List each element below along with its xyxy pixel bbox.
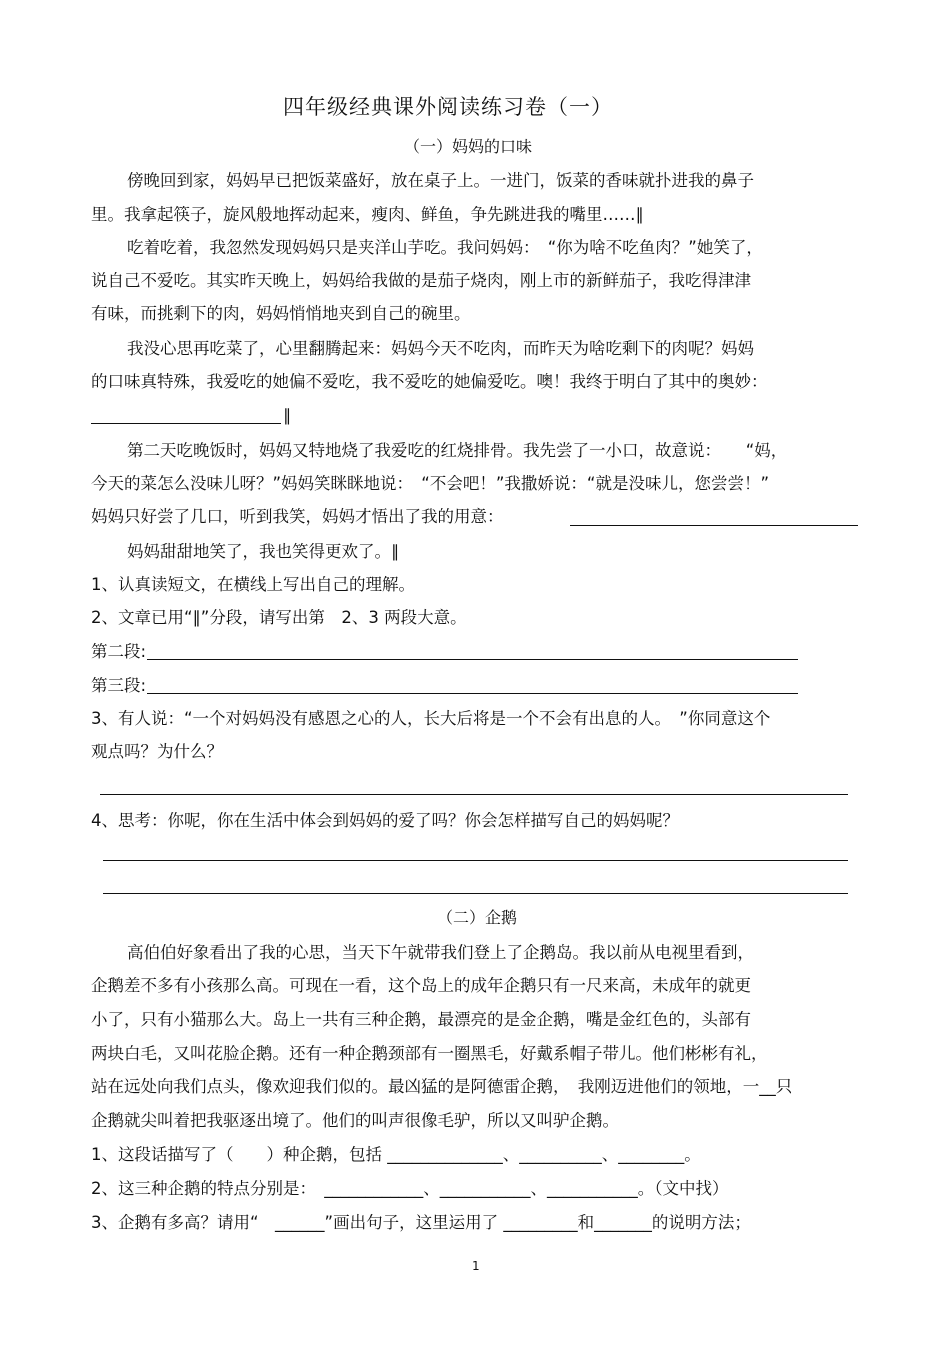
answer-line[interactable] [91,423,281,424]
answer-line[interactable] [103,893,848,894]
paragraph-line: ∥ [283,406,292,425]
answer-line[interactable] [570,525,858,526]
answer-line[interactable] [147,693,798,694]
paragraph-line: 今天的菜怎么没味儿呀？”妈妈笑眯眯地说： “不会吧！”我撒娇说：“就是没味儿，您尝尝！” [91,474,769,493]
paragraph-line: 我没心思再吃菜了，心里翻腾起来：妈妈今天不吃肉，而昨天为啥吃剩下的肉呢？妈妈 [127,339,754,358]
paragraph-line: 企鹅差不多有小孩那么高。可现在一看，这个岛上的成年企鹅只有一尺来高，未成年的就更 [91,976,751,995]
paragraph-line: 的口味真特殊，我爱吃的她偏不爱吃，我不爱吃的她偏爱吃。噢！我终于明白了其中的奥妙： [91,372,768,391]
question-4: 4、思考：你呢，你在生活中体会到妈妈的爱了吗？你会怎样描写自己的妈妈呢？ [91,811,679,830]
penguin-question-2: 2、这三种企鹅的特点分别是： ____________、___________、___________。（文中找） [91,1179,729,1198]
paragraph-line: 小了，只有小猫那么大。岛上一共有三种企鹅，最漂亮的是金企鹅，嘴是金红色的，头部有 [91,1010,751,1029]
paragraph-line: 妈妈甜甜地笑了，我也笑得更欢了。∥ [127,542,400,561]
paragraph-line: 说自己不爱吃。其实昨天晚上，妈妈给我做的是茄子烧肉，刚上市的新鲜茄子，我吃得津津 [91,271,751,290]
paragraph-3-label: 第三段: [91,676,147,695]
paragraph-line: 傍晚回到家，妈妈早已把饭菜盛好，放在桌子上。一进门，饭菜的香味就扑进我的鼻子 [127,171,754,190]
answer-line[interactable] [147,659,798,660]
paragraph-line: 有味，而挑剩下的肉，妈妈悄悄地夹到自己的碗里。 [91,304,471,323]
page-number: 1 [472,1259,480,1273]
penguin-question-3: 3、企鹅有多高？请用“ ______”画出句子，这里运用了 _________和_______的说明方法； [91,1213,751,1232]
paragraph-2-label: 第二段: [91,642,147,661]
question-1: 1、认真读短文，在横线上写出自己的理解。 [91,575,415,594]
answer-line[interactable] [100,794,848,795]
question-3-cont: 观点吗？为什么？ [91,742,223,761]
question-3: 3、有人说：“一个对妈妈没有感恩之心的人，长大后将是一个不会有出息的人。 ”你同意这个 [91,709,771,728]
question-2: 2、文章已用“∥”分段，请写出第 2、3 两段大意。 [91,608,467,627]
paragraph-line: 妈妈只好尝了几口，听到我笑，妈妈才悟出了我的用意： [91,507,504,526]
section-heading-2: （二）企鹅 [437,908,518,927]
paragraph-line: 第二天吃晚饭时，妈妈又特地烧了我爱吃的红烧排骨。我先尝了一小口，故意说： “妈， [127,441,788,460]
answer-line[interactable] [103,860,848,861]
penguin-question-1: 1、这段话描写了（ ）种企鹅，包括 ______________、__________、________。 [91,1145,701,1164]
paragraph-line: 站在远处向我们点头，像欢迎我们似的。最凶猛的是阿德雷企鹅， 我刚迈进他们的领地，一__只 [91,1077,793,1096]
paragraph-line: 高伯伯好象看出了我的心思，当天下午就带我们登上了企鹅岛。我以前从电视里看到， [127,943,754,962]
section-heading-1: （一）妈妈的口味 [404,137,533,156]
paragraph-line: 吃着吃着，我忽然发现妈妈只是夹洋山芋吃。我问妈妈： “你为啥不吃鱼肉？”她笑了， [127,238,763,257]
page-title: 四年级经典课外阅读练习卷（一） [283,95,613,119]
paragraph-line: 企鹅就尖叫着把我驱逐出境了。他们的叫声很像毛驴，所以又叫驴企鹅。 [91,1111,619,1130]
paragraph-line: 两块白毛，又叫花脸企鹅。还有一种企鹅颈部有一圈黑毛，好戴系帽子带儿。他们彬彬有礼， [91,1044,768,1063]
paragraph-line: 里。我拿起筷子，旋风般地挥动起来，瘦肉、鲜鱼，争先跳进我的嘴里……∥ [91,205,644,224]
